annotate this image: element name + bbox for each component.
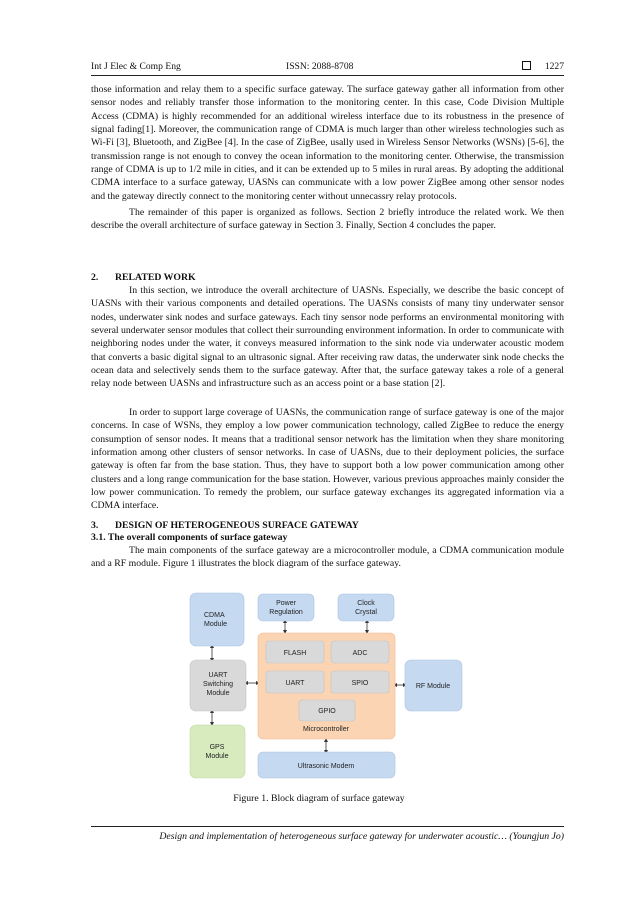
paragraph-1: those information and relay them to a specific surface gateway. The surface gateway gather all information from other sensor nodes and reliably transfer those information to the monitoring center. In this case, Code Division Multiple Access (CDMA) is highly recommended for an additional wireless interface due to its robustness in the presence of signal fading[1]. Moreover, the communication range of CDMA is much larger than other wireless technologies such as Wi-Fi [3], Bluetooth, and ZigBee [4]. In the case of ZigBee, usally used in Wireless Sensor Networks (WSNs) [5-6], the transmission range is not enough to convey the ocean information to the monitoring center. Otherwise, the transmission range of CDMA is up to 1/2 mile in cities, and it can be extended up to 5 miles in rural areas. By adopting the additional CDMA interface to a surface gateway, UASNs can communicate with a low power ZigBee among other sensor nodes and the gateway directly connect to the monitoring center without unnecassry relay protocols. <box>91 84 564 202</box>
svg-text:SPIO: SPIO <box>351 680 369 687</box>
figure-caption: Figure 1. Block diagram of surface gateway <box>233 793 405 804</box>
svg-text:Ultrasonic Modem: Ultrasonic Modem <box>297 763 355 770</box>
microcontroller-label: Microcontroller <box>303 726 349 733</box>
svg-text:Module: Module <box>204 621 227 628</box>
paragraph-3: In this section, we introduce the overall architecture of UASNs. Especially, we describe the basic concept of UASNs with their various components and detailed operations. The UASNs consists of many tiny underwater sensor nodes, underwater sink nodes and surface gateways. Each tiny sensor node performs an environmental monitoring with several underwater sensor modules that collect their surrounding environment information. In order to communicate with neighboring nodes under the water, it conveys measured information to the sink node via underwater acoustic modem that converts a basic digital signal to an ultrasonic signal. After receiving raw datas, the underwater sink node checks the ocean data and selectively sends them to the surface gateway. After that, the surface gateway takes a role of a general relay node between UASNs and infrastructure such as an access point or a base station [2]. <box>91 285 565 390</box>
paragraph-5: The main components of the surface gateway are a microcontroller module, a CDMA communication module and a RF module. Figure 1 illustrates the block diagram of the surface gateway. <box>91 545 564 570</box>
svg-text:Module: Module <box>206 690 230 697</box>
svg-text:FLASH: FLASH <box>283 650 307 657</box>
paragraph-4: In order to support large coverage of UASNs, the communication range of surface gateway is one of the major concerns. In case of WSNs, they employ a low power communication technology, called ZigBee to reduce the energy consumption of sensor nodes. It means that a traditional sensor network has the limitation when they share monitoring information among other clusters of sensor networks. In case of UASNs, due to their deployment policies, the surface gateway is often far from the base station. Thus, they have to support both a low power communication among other clusters and a long range communication for the base station. However, various previous approaches mainly consider the low power communication. To remedy the problem, our surface gateway exchanges its aggregated information via a CDMA interface. <box>91 407 564 512</box>
svg-text:Switching: Switching <box>203 681 233 688</box>
uart-block <box>266 671 324 693</box>
svg-text:Crystal: Crystal <box>355 609 377 616</box>
section-3-title: DESIGN OF HETEROGENEOUS SURFACE GATEWAY <box>115 520 359 531</box>
rf-module-block <box>405 660 462 711</box>
svg-text:Power: Power <box>276 600 296 607</box>
svg-text:UART: UART <box>285 680 305 687</box>
svg-text:UART: UART <box>208 672 228 679</box>
section-2-title: RELATED WORK <box>115 272 196 283</box>
svg-text:RF Module: RF Module <box>415 683 451 690</box>
svg-text:Module: Module <box>205 753 229 760</box>
page-footer: Design and implementation of heterogeneous surface gateway for underwater acoustic… (Youngjun Jo) <box>91 826 564 842</box>
subsection-3-1-heading: 3.1. The overall components of surface gateway <box>91 532 288 543</box>
svg-text:GPS: GPS <box>209 744 225 751</box>
svg-text:Regulation: Regulation <box>269 609 303 616</box>
section-3-number: 3. <box>91 520 99 531</box>
gpio-block <box>299 700 355 721</box>
power-regulation-block <box>258 594 314 621</box>
spio-block <box>331 671 389 693</box>
svg-text:Clock: Clock <box>357 600 375 607</box>
adc-block <box>331 641 389 663</box>
section-2-number: 2. <box>91 272 99 283</box>
gps-module-block <box>190 725 245 778</box>
cdma-module-block <box>190 593 244 646</box>
page-number: 1227 <box>544 61 564 72</box>
clock-crystal-block <box>338 594 394 621</box>
journal-name: Int J Elec & Comp Eng <box>91 61 181 72</box>
svg-text:ADC: ADC <box>352 650 368 657</box>
issn: ISSN: 2088-8708 <box>286 61 354 72</box>
flash-block <box>266 641 324 663</box>
svg-text:CDMA: CDMA <box>204 612 225 619</box>
paragraph-2: The remainder of this paper is organized as follows. Section 2 briefly introduce the related work. We then describe the overall architecture of surface gateway in Section 3. Finally, Section 4 concludes the paper. <box>91 207 564 232</box>
ultrasonic-modem-block <box>258 752 395 778</box>
svg-text:GPIO: GPIO <box>318 708 336 715</box>
uart-switching-module-block <box>190 660 246 711</box>
